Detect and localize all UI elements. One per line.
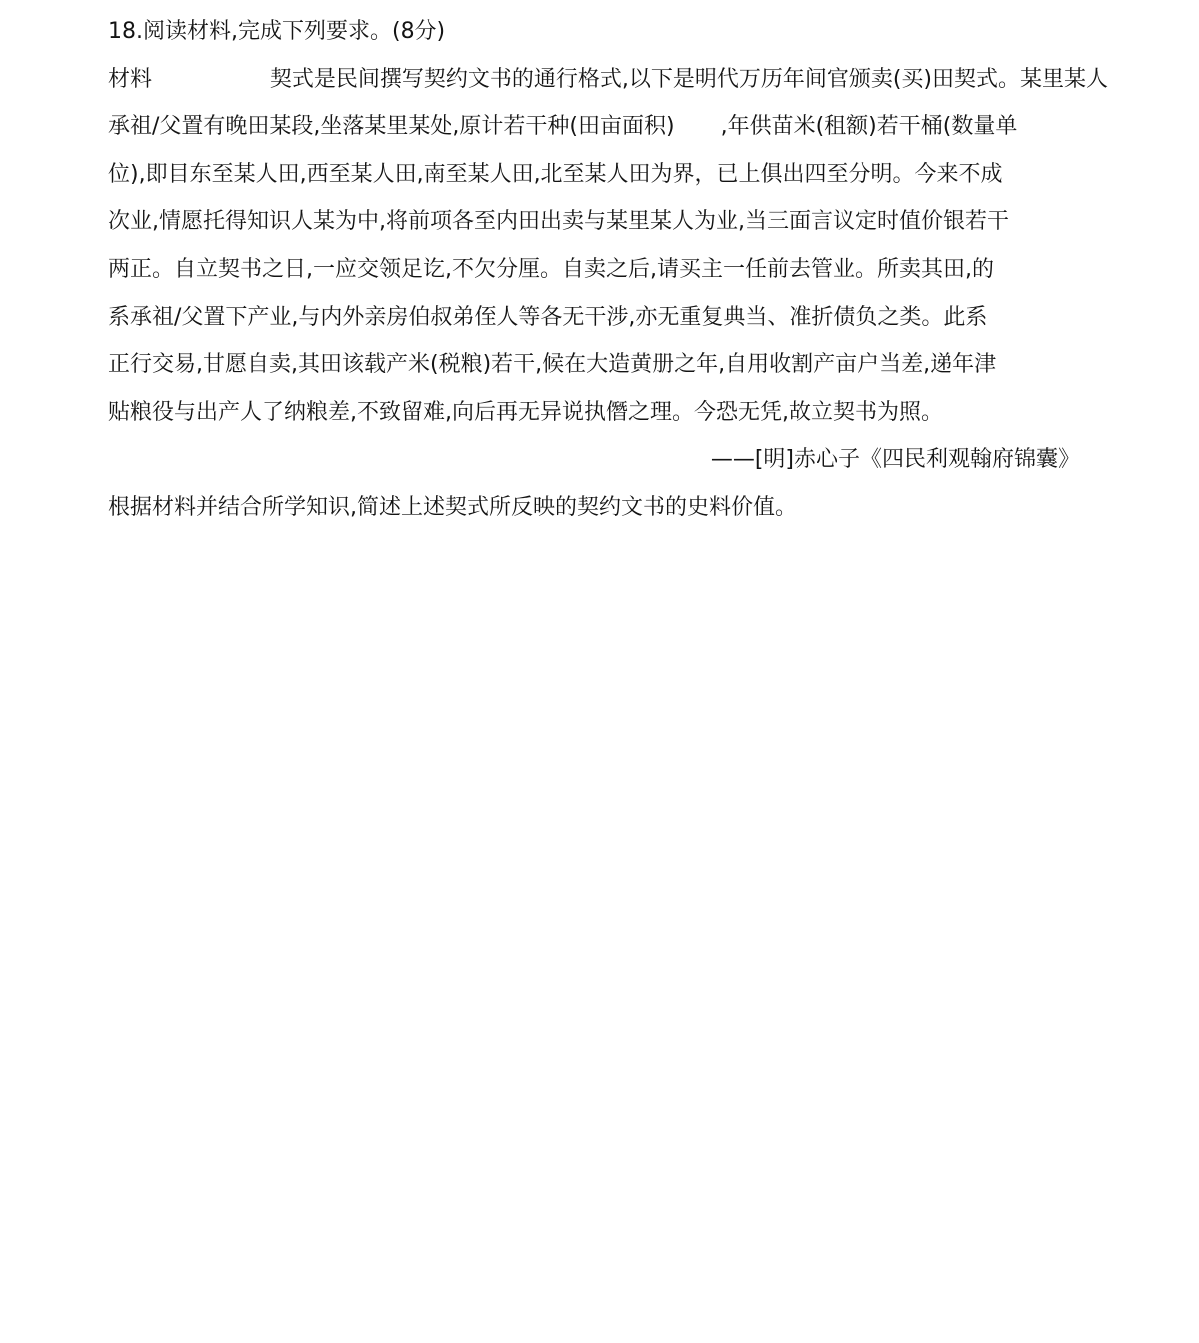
material-line-2 [108,103,1108,151]
material-line-8: 贴粮役与出产人了纳粮差,不致留难,向后再无异说执僭之理。今恐无凭,故立契书为照。 [108,399,943,425]
material-line-4: 次业,情愿托得知识人某为中,将前项各至内田出卖与某里某人为业,当三面言议定时值价银若干 [108,209,1009,235]
material-source: ——[明]赤心子《四民利观翰府锦囊》 [710,447,1080,473]
material-line-1 [108,56,1108,104]
question-prompt: 根据材料并结合所学知识,简述上述契式所反映的契约文书的史料价值。 [108,494,797,520]
material-label: 材料 [108,66,153,92]
question-header: 18.阅读材料,完成下列要求。(8分) [108,19,446,44]
material-text-1: 契式是民间撰写契约文书的通行格式,以下是明代万历年间官颁卖(买)田契式。某里某人 [269,66,1108,92]
material-line-5: 两正。自立契书之日,一应交领足讫,不欠分厘。自卖之后,请买主一任前去管业。所卖其田,的 [108,256,994,282]
material-line-6: 系承祖/父置下产业,与内外亲房伯叔弟侄人等各无干涉,亦无重复典当、准折债负之类。此系 [108,304,988,330]
material-text-2a: 承祖/父置有晚田某段,坐落某里某处,原计若干种(田亩面积) [108,114,675,140]
material-line-7: 正行交易,甘愿自卖,其田该载产米(税粮)若干,候在大造黄册之年,自用收割产亩户当差,递年津 [108,352,997,378]
question-block [108,8,1108,532]
material-text-2b: ,年供苗米(租额)若干桶(数量单 [720,114,1018,140]
material-line-3: 位),即目东至某人田,西至某人田,南至某人田,北至某人田为界，已上俱出四至分明。今来不成 [108,161,1003,187]
